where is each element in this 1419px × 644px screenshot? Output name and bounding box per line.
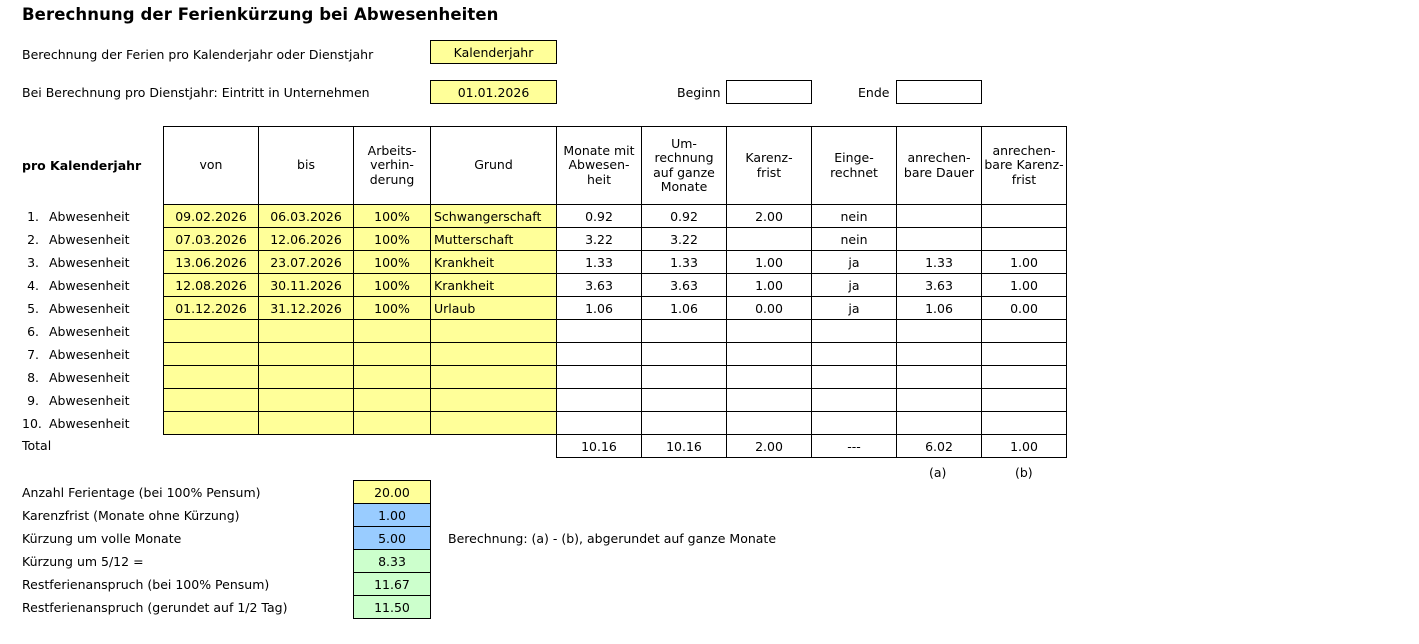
date-von-cell[interactable]: 09.02.2026 (164, 205, 259, 228)
total-umrechnung-cell: 10.16 (642, 435, 727, 458)
umrechnung-cell (642, 412, 727, 435)
total-karenz-cell: 2.00 (727, 435, 812, 458)
anrechenbare-karenzfrist-cell (982, 228, 1067, 251)
anrechenbare-karenzfrist-cell (982, 320, 1067, 343)
date-bis-cell[interactable]: 31.12.2026 (259, 297, 354, 320)
umrechnung-cell (642, 320, 727, 343)
rest-rounded-label: Restferienanspruch (gerundet auf 1/2 Tag) (22, 600, 288, 615)
karenzfrist-cell: 1.00 (727, 251, 812, 274)
absence-row-label (22, 416, 130, 431)
karenzfrist-cell (727, 343, 812, 366)
table-row (164, 297, 1067, 320)
karenzfrist-cell: 1.00 (727, 274, 812, 297)
absence-row-text: Abwesenheit (49, 393, 130, 408)
anrechenbare-karenzfrist-cell (982, 343, 1067, 366)
anrechenbare-karenzfrist-cell: 0.00 (982, 297, 1067, 320)
absence-row-text: Abwesenheit (49, 416, 130, 431)
header-eingerechnet: Einge- rechnet (812, 127, 897, 205)
anrechenbare-karenzfrist-cell: 1.00 (982, 251, 1067, 274)
total-spacer (354, 435, 431, 458)
date-bis-cell[interactable]: 06.03.2026 (259, 205, 354, 228)
eingerechnet-cell (812, 389, 897, 412)
header-bis: bis (259, 127, 354, 205)
header-umrechnung: Um- rechnung auf ganze Monate (642, 127, 727, 205)
eingerechnet-cell (812, 366, 897, 389)
table-row (164, 251, 1067, 274)
total-spacer (431, 435, 557, 458)
grund-cell[interactable]: Krankheit (431, 251, 557, 274)
absence-row-text: Abwesenheit (49, 209, 130, 224)
absence-table (163, 126, 1067, 458)
absence-row-label (22, 347, 130, 362)
monate-cell (557, 320, 642, 343)
date-bis-cell[interactable] (259, 389, 354, 412)
grund-cell[interactable]: Urlaub (431, 297, 557, 320)
table-row (164, 228, 1067, 251)
anrechenbare-karenzfrist-cell (982, 389, 1067, 412)
end-cell[interactable] (896, 80, 982, 104)
header-anrechenbare-dauer: anrechen- bare Dauer (897, 127, 982, 205)
monate-cell (557, 343, 642, 366)
karenzfrist-cell (727, 366, 812, 389)
absence-row-label (22, 255, 130, 270)
end-label: Ende (858, 85, 890, 100)
karenzfrist-cell (727, 412, 812, 435)
total-karenz_anr-cell: 1.00 (982, 435, 1067, 458)
monate-cell: 1.06 (557, 297, 642, 320)
absence-row-label (22, 324, 130, 339)
total-dauer-cell: 6.02 (897, 435, 982, 458)
anrechenbare-karenzfrist-cell (982, 412, 1067, 435)
anrechenbare-dauer-cell (897, 412, 982, 435)
arbeitsverhinderung-cell[interactable] (354, 389, 431, 412)
entry-date-label: Bei Berechnung pro Dienstjahr: Eintritt in Unternehmen (22, 85, 370, 100)
umrechnung-cell: 1.33 (642, 251, 727, 274)
absence-row-number: 6. (27, 324, 39, 339)
anrechenbare-dauer-cell (897, 366, 982, 389)
absence-row-text: Abwesenheit (49, 232, 130, 247)
mode-select-cell[interactable]: Kalenderjahr (430, 40, 557, 64)
karenzfrist-cell: 1.00 (353, 503, 431, 527)
arbeitsverhinderung-cell[interactable] (354, 320, 431, 343)
eingerechnet-cell: ja (812, 274, 897, 297)
date-bis-cell[interactable]: 30.11.2026 (259, 274, 354, 297)
absence-row-number: 1. (27, 209, 39, 224)
absence-row-text: Abwesenheit (49, 324, 130, 339)
eingerechnet-cell: ja (812, 251, 897, 274)
mode-label: Berechnung der Ferien pro Kalenderjahr oder Dienstjahr (22, 47, 374, 62)
anrechenbare-dauer-cell (897, 389, 982, 412)
header-monate: Monate mit Abwesen- heit (557, 127, 642, 205)
absence-row-number: 7. (27, 347, 39, 362)
date-bis-cell[interactable] (259, 366, 354, 389)
grund-cell[interactable] (431, 343, 557, 366)
absence-row-label (22, 232, 130, 247)
grund-cell[interactable] (431, 389, 557, 412)
table-row (164, 412, 1067, 435)
karenzfrist-cell: 0.00 (727, 297, 812, 320)
absence-row-text: Abwesenheit (49, 347, 130, 362)
table-row (164, 343, 1067, 366)
absence-row-label (22, 301, 130, 316)
table-row (164, 320, 1067, 343)
umrechnung-cell (642, 366, 727, 389)
absence-row-number: 5. (27, 301, 39, 316)
header-anrechenbare-karenzfrist: anrechen- bare Karenz- frist (982, 127, 1067, 205)
arbeitsverhinderung-cell[interactable] (354, 343, 431, 366)
total-eingerechnet-cell: --- (812, 435, 897, 458)
date-bis-cell[interactable]: 12.06.2026 (259, 228, 354, 251)
table-header-row (164, 127, 1067, 205)
absence-row-text: Abwesenheit (49, 255, 130, 270)
karenzfrist-cell (727, 320, 812, 343)
karenzfrist-cell (727, 389, 812, 412)
rest-cell: 11.67 (353, 572, 431, 596)
umrechnung-cell: 0.92 (642, 205, 727, 228)
anrechenbare-karenzfrist-cell (982, 366, 1067, 389)
monate-cell (557, 389, 642, 412)
rest-rounded-cell: 11.50 (353, 595, 431, 619)
date-von-cell[interactable]: 01.12.2026 (164, 297, 259, 320)
anrechenbare-dauer-cell: 1.33 (897, 251, 982, 274)
arbeitsverhinderung-cell[interactable] (354, 412, 431, 435)
ferientage-label: Anzahl Ferientage (bei 100% Pensum) (22, 485, 261, 500)
header-grund: Grund (431, 127, 557, 205)
grund-cell[interactable]: Schwangerschaft (431, 205, 557, 228)
date-von-cell[interactable] (164, 343, 259, 366)
eingerechnet-cell (812, 343, 897, 366)
date-von-cell[interactable] (164, 320, 259, 343)
total-monate-cell: 10.16 (557, 435, 642, 458)
eingerechnet-cell: ja (812, 297, 897, 320)
arbeitsverhinderung-cell[interactable]: 100% (354, 251, 431, 274)
anrechenbare-dauer-cell: 1.06 (897, 297, 982, 320)
header-arbeitsverhinderung: Arbeits- verhin- derung (354, 127, 431, 205)
marker-a: (a) (929, 465, 947, 480)
anrechenbare-dauer-cell (897, 228, 982, 251)
grund-cell[interactable]: Krankheit (431, 274, 557, 297)
entry-date-cell[interactable]: 01.01.2026 (430, 80, 557, 104)
date-bis-cell[interactable] (259, 412, 354, 435)
total-label: Total (22, 438, 52, 453)
kuerzung-label: Kürzung um 5/12 = (22, 554, 144, 569)
date-von-cell[interactable] (164, 389, 259, 412)
kuerzung-note: Berechnung: (a) - (b), abgerundet auf ganze Monate (448, 531, 777, 546)
karenzfrist-label: Karenzfrist (Monate ohne Kürzung) (22, 508, 240, 523)
anrechenbare-karenzfrist-cell: 1.00 (982, 274, 1067, 297)
karenzfrist-cell: 2.00 (727, 205, 812, 228)
absence-row-number: 4. (27, 278, 39, 293)
absence-row-label (22, 370, 130, 385)
monate-cell: 1.33 (557, 251, 642, 274)
anrechenbare-dauer-cell (897, 205, 982, 228)
anrechenbare-karenzfrist-cell (982, 205, 1067, 228)
karenzfrist-cell (727, 228, 812, 251)
anrechenbare-dauer-cell: 3.63 (897, 274, 982, 297)
date-von-cell[interactable]: 07.03.2026 (164, 228, 259, 251)
absence-row-label (22, 393, 130, 408)
ferientage-cell[interactable]: 20.00 (353, 480, 431, 504)
date-bis-cell[interactable] (259, 320, 354, 343)
absence-row-number: 8. (27, 370, 39, 385)
absence-row-text: Abwesenheit (49, 301, 130, 316)
kuerzung-monate-cell: 5.00 (353, 526, 431, 550)
table-row (164, 205, 1067, 228)
header-von: von (164, 127, 259, 205)
total-spacer (259, 435, 354, 458)
arbeitsverhinderung-cell[interactable]: 100% (354, 297, 431, 320)
kuerzung-cell: 8.33 (353, 549, 431, 573)
rest-label: Restferienanspruch (bei 100% Pensum) (22, 577, 270, 592)
grund-cell[interactable] (431, 366, 557, 389)
monate-cell: 3.22 (557, 228, 642, 251)
kuerzung-monate-label: Kürzung um volle Monate (22, 531, 182, 546)
grund-cell[interactable]: Mutterschaft (431, 228, 557, 251)
date-von-cell[interactable] (164, 366, 259, 389)
date-bis-cell[interactable]: 23.07.2026 (259, 251, 354, 274)
absence-row-number: 9. (27, 393, 39, 408)
umrechnung-cell: 3.63 (642, 274, 727, 297)
eingerechnet-cell (812, 412, 897, 435)
begin-label: Beginn (677, 85, 721, 100)
begin-cell[interactable] (726, 80, 812, 104)
date-von-cell[interactable]: 13.06.2026 (164, 251, 259, 274)
absence-row-text: Abwesenheit (49, 370, 130, 385)
umrechnung-cell: 3.22 (642, 228, 727, 251)
anrechenbare-dauer-cell (897, 320, 982, 343)
absence-row-number: 2. (27, 232, 39, 247)
grund-cell[interactable] (431, 412, 557, 435)
page-title: Berechnung der Ferienkürzung bei Abwesenheiten (22, 5, 499, 24)
eingerechnet-cell: nein (812, 205, 897, 228)
monate-cell (557, 412, 642, 435)
eingerechnet-cell: nein (812, 228, 897, 251)
date-bis-cell[interactable] (259, 343, 354, 366)
header-karenzfrist: Karenz- frist (727, 127, 812, 205)
anrechenbare-dauer-cell (897, 343, 982, 366)
absence-row-text: Abwesenheit (49, 278, 130, 293)
table-row (164, 366, 1067, 389)
umrechnung-cell: 1.06 (642, 297, 727, 320)
monate-cell: 3.63 (557, 274, 642, 297)
monate-cell: 0.92 (557, 205, 642, 228)
absence-row-label (22, 278, 130, 293)
row-header-label: pro Kalenderjahr (22, 158, 142, 173)
marker-b: (b) (1015, 465, 1033, 480)
absence-row-number: 10. (22, 416, 42, 431)
umrechnung-cell (642, 389, 727, 412)
absence-row-label (22, 209, 130, 224)
umrechnung-cell (642, 343, 727, 366)
arbeitsverhinderung-cell[interactable] (354, 366, 431, 389)
date-von-cell[interactable] (164, 412, 259, 435)
date-von-cell[interactable]: 12.08.2026 (164, 274, 259, 297)
grund-cell[interactable] (431, 320, 557, 343)
table-row (164, 389, 1067, 412)
arbeitsverhinderung-cell[interactable]: 100% (354, 274, 431, 297)
arbeitsverhinderung-cell[interactable]: 100% (354, 205, 431, 228)
table-row (164, 274, 1067, 297)
eingerechnet-cell (812, 320, 897, 343)
absence-row-number: 3. (27, 255, 39, 270)
table-total-row (164, 435, 1067, 458)
total-spacer (164, 435, 259, 458)
monate-cell (557, 366, 642, 389)
arbeitsverhinderung-cell[interactable]: 100% (354, 228, 431, 251)
